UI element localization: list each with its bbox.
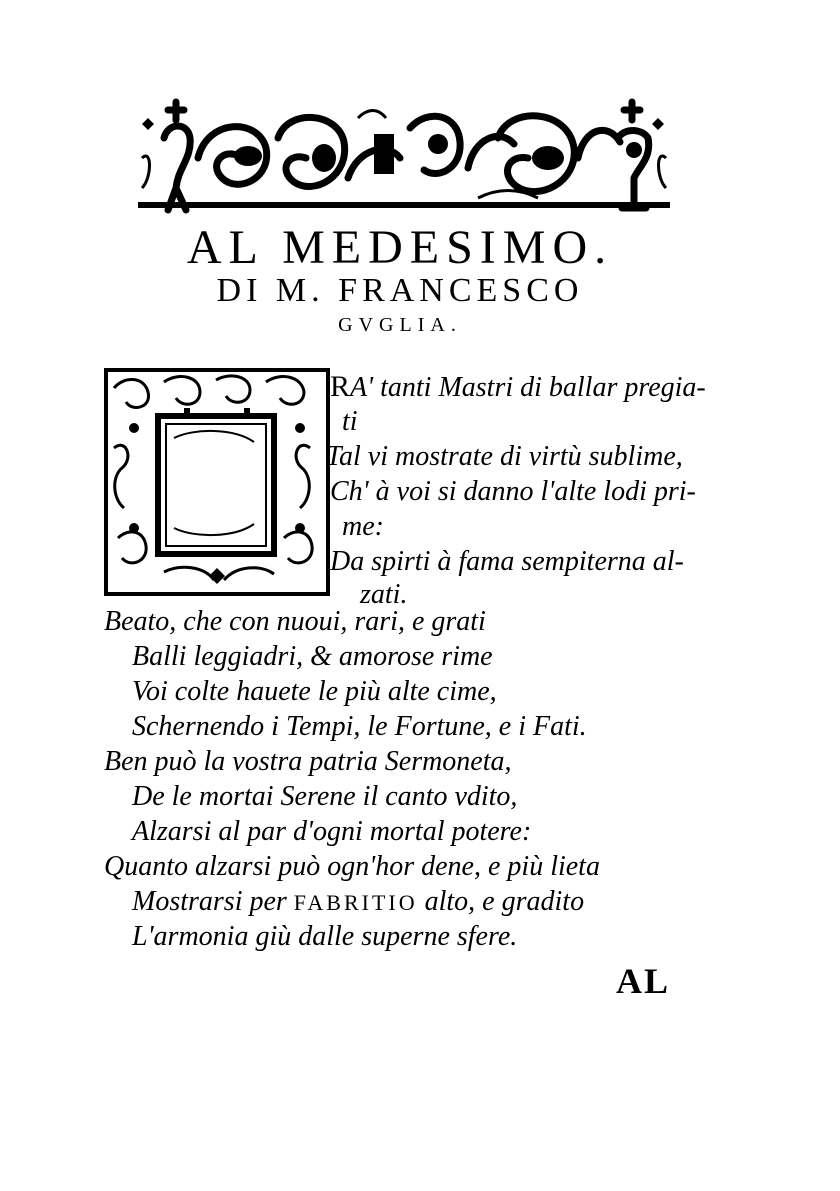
verse-line — [132, 815, 531, 849]
verse-line — [132, 710, 587, 744]
verse-line — [104, 745, 512, 779]
author-name: GVGLIA. — [338, 314, 462, 336]
verse-text: Quanto alzarsi può ogn'hor dene, e più lieta — [104, 851, 600, 882]
decorated-initial-icon — [104, 368, 330, 596]
verse-line — [330, 475, 696, 509]
verse-lead-letter: R — [330, 370, 351, 403]
verse-text: Balli leggiadri, & amorose rime — [132, 641, 493, 672]
verse-text: Schernendo i Tempi, le Fortune, e i Fati. — [132, 711, 587, 742]
verse-text: Alzarsi al par d'ogni mortal potere: — [132, 816, 532, 847]
verse-text: Ben può la vostra patria Sermoneta, — [104, 746, 512, 777]
verse-text: zati. — [360, 579, 408, 610]
verse-text: De le mortai Serene il canto vdito, — [132, 781, 518, 812]
verse-text: Beato, che con nuoui, rari, e grati — [104, 606, 486, 637]
verse-text: Mostrarsi per — [132, 886, 294, 917]
verse-text: Tal vi mostrate di virtù sublime, — [326, 441, 683, 472]
verse-text: ti — [342, 406, 358, 437]
verse-text: L'armonia giù dalle superne sfere. — [132, 921, 518, 952]
page-title: AL MEDESIMO. — [186, 221, 614, 274]
verse-line — [132, 885, 584, 920]
verse-name-caps: FABRITIO — [293, 890, 418, 915]
catchword: AL — [616, 961, 671, 1001]
verse-line — [104, 850, 600, 884]
verse-line — [330, 370, 706, 405]
verse-line — [342, 510, 384, 544]
verse-text: alto, e gradito — [417, 886, 585, 917]
verse-line — [330, 545, 684, 579]
ornamental-headpiece-icon — [138, 98, 670, 216]
verse-text: Ch' à voi si danno l'alte lodi pri- — [330, 476, 696, 507]
verse-line — [132, 920, 517, 954]
verse-line — [342, 405, 358, 439]
verse-line — [132, 675, 497, 709]
verse-text: me: — [342, 511, 384, 542]
verse-text: A' tanti Mastri di ballar pregia- — [350, 372, 706, 403]
verse-text: Da spirti à fama sempiterna al- — [330, 546, 684, 577]
verse-line — [104, 605, 486, 639]
verse-text: Voi colte hauete le più alte cime, — [132, 676, 497, 707]
verse-line — [132, 640, 493, 674]
verse-line — [326, 440, 683, 474]
verse-line — [132, 780, 517, 814]
page-subtitle: DI M. FRANCESCO — [216, 272, 584, 309]
